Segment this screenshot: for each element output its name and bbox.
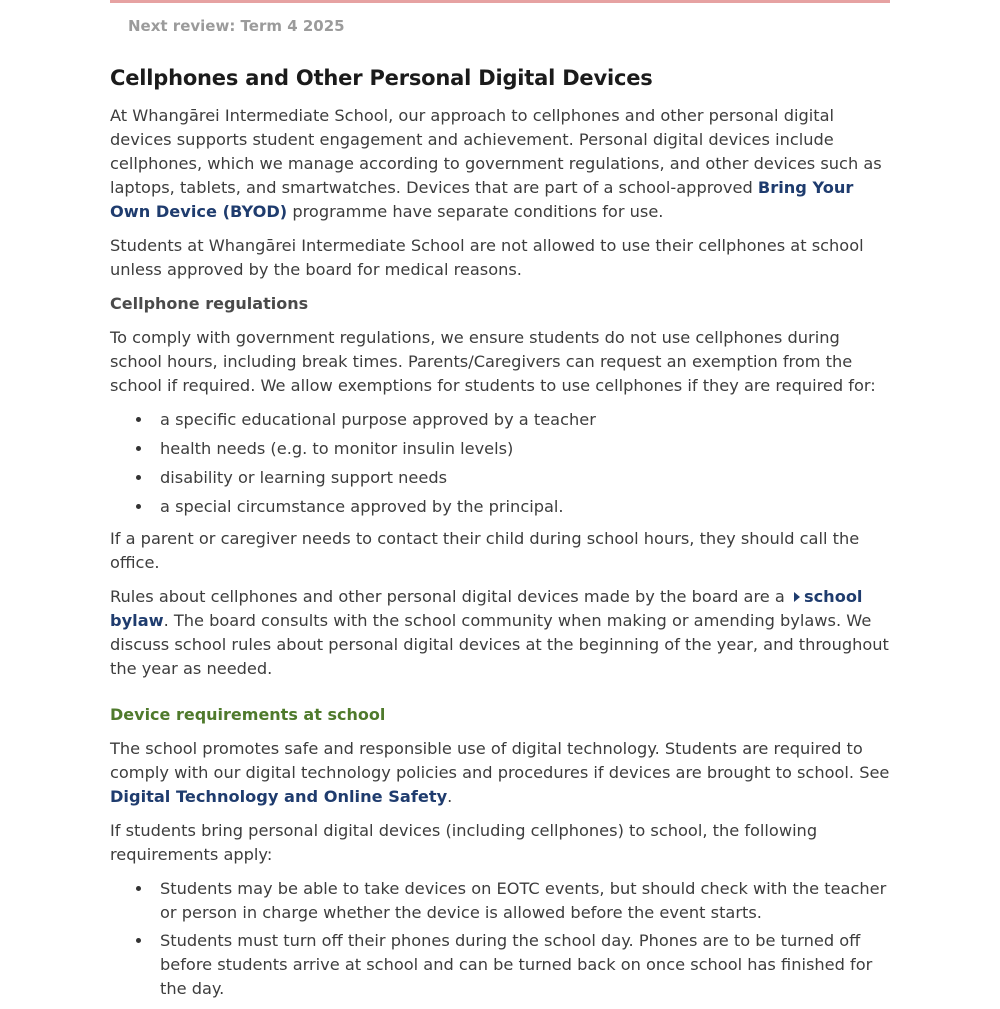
bylaw-text-1: Rules about cellphones and other personal digital devices made by the board are a [110, 587, 790, 606]
regulations-paragraph: To comply with government regulations, we ensure students do not use cellphones during school hours, including break times. Parents/Caregivers can request an exemption from the school if required. We allow exemptions for students to use cellphones if they are required for: [110, 328, 876, 395]
next-review-label: Next review: Term 4 2025 [128, 17, 345, 35]
list-item [160, 408, 895, 432]
bring-devices-paragraph: If students bring personal digital devices (including cellphones) to school, the following requirements apply: [110, 821, 818, 864]
list-item-text: Students must turn off their phones during the school day. Phones are to be turned off before students arrive at school and can be turned back on once school has finished for the day. [160, 931, 873, 998]
cellphone-regulations-heading: Cellphone regulations [110, 294, 309, 313]
list-item [160, 437, 895, 461]
device-paragraph [110, 737, 895, 809]
not-allowed-paragraph: Students at Whangārei Intermediate School are not allowed to use their cellphones at school unless approved by the board for medical reasons. [110, 236, 864, 279]
bullet-icon [136, 504, 141, 509]
bullet-icon [136, 417, 141, 422]
exemptions-list [110, 408, 895, 519]
byod-link[interactable]: Bring Your Own Device (BYOD) [110, 178, 854, 221]
intro-paragraph [110, 104, 895, 224]
list-item [160, 466, 895, 490]
list-item [160, 877, 895, 925]
list-item-text: a specific educational purpose approved by a teacher [160, 410, 596, 429]
contact-paragraph: If a parent or caregiver needs to contact their child during school hours, they should call the office. [110, 529, 860, 572]
intro-text-2: programme have separate conditions for use. [287, 202, 664, 221]
list-item-text: health needs (e.g. to monitor insulin levels) [160, 439, 514, 458]
policy-content [110, 66, 895, 1009]
expand-arrow-icon [794, 592, 800, 602]
bylaw-text-2: . The board consults with the school community when making or amending bylaws. We discuss school rules about personal digital devices at the beginning of the year, and throughout the year as needed. [110, 611, 889, 678]
school-bylaw-link-label: school bylaw [110, 587, 863, 630]
page-title: Cellphones and Other Personal Digital Devices [110, 66, 653, 90]
device-text-2: . [447, 787, 453, 806]
bullet-icon [136, 475, 141, 480]
device-text-1: The school promotes safe and responsible use of digital technology. Students are required to comply with our digital technology policies and procedures if devices are brought to school. See [110, 739, 890, 782]
bullet-icon [136, 446, 141, 451]
digital-technology-link[interactable]: Digital Technology and Online Safety [110, 787, 448, 806]
list-item [160, 495, 895, 519]
bullet-icon [136, 886, 141, 891]
list-item [160, 929, 895, 1001]
bullet-icon [136, 938, 141, 943]
list-item-text: a special circumstance approved by the principal. [160, 497, 564, 516]
device-requirements-heading: Device requirements at school [110, 705, 386, 724]
requirements-list [110, 877, 895, 1001]
top-divider [110, 0, 890, 3]
intro-text-1: At Whangārei Intermediate School, our approach to cellphones and other personal digital devices supports student engagement and achievement. Personal digital devices include cellphones, which we manage according to government regulations, and other devices such as laptops, tablets, and smartwatches. Devices that are part of a school-approved [110, 106, 882, 197]
list-item-text: disability or learning support needs [160, 468, 448, 487]
bylaw-paragraph [110, 585, 895, 681]
list-item-text: Students may be able to take devices on EOTC events, but should check with the teacher or person in charge whether the device is allowed before the event starts. [160, 879, 887, 922]
